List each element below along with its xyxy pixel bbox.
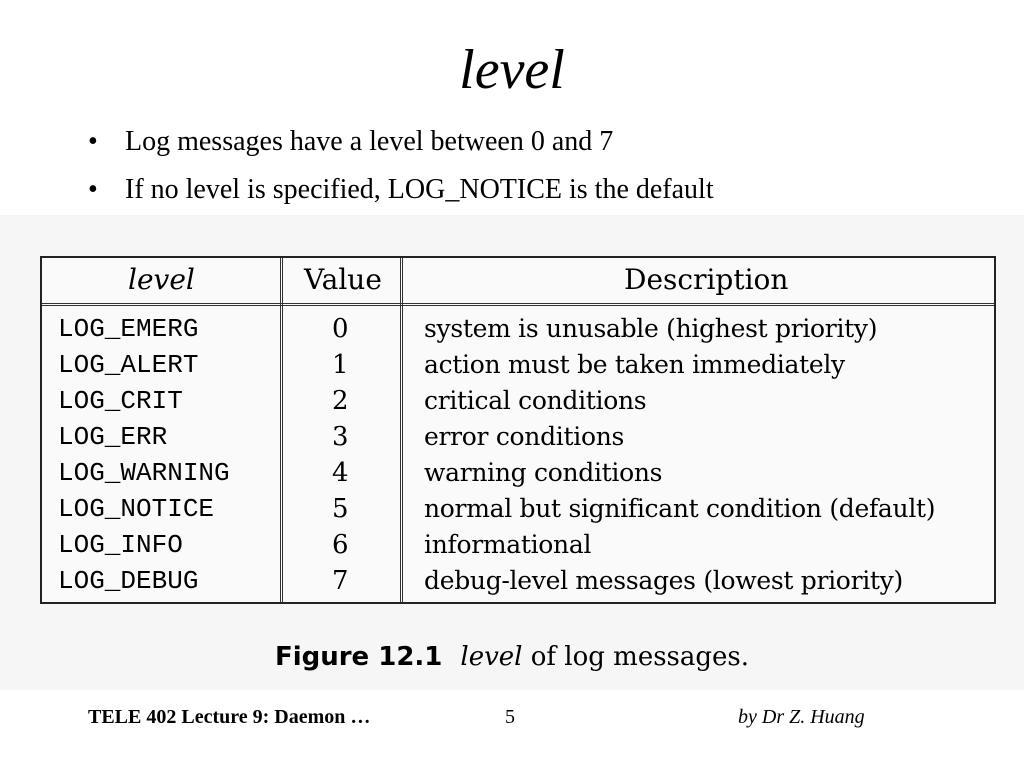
cell-level: LOG_INFO (58, 530, 183, 560)
log-level-table (40, 256, 996, 604)
bullet-list (88, 118, 714, 214)
cell-description: action must be taken immediately (424, 350, 845, 379)
cell-description: warning conditions (424, 458, 663, 487)
table-row (42, 455, 994, 491)
cell-value: 7 (332, 566, 349, 596)
figure-caption (0, 642, 1024, 672)
header-level: level (128, 263, 195, 296)
table-row (42, 347, 994, 383)
cell-value: 1 (332, 350, 349, 380)
caption-figure-number: Figure 12.1 (274, 642, 443, 672)
cell-description: debug-level messages (lowest priority) (424, 566, 903, 595)
cell-description: error conditions (424, 422, 625, 451)
footer-page-number: 5 (505, 706, 515, 728)
cell-value: 3 (332, 422, 349, 452)
header-divider (42, 303, 994, 306)
footer-author: by Dr Z. Huang (738, 706, 865, 728)
cell-level: LOG_WARNING (58, 458, 230, 488)
footer-course-title: TELE 402 Lecture 9: Daemon … (88, 706, 371, 728)
cell-level: LOG_ALERT (58, 350, 199, 380)
cell-description: normal but significant condition (default) (424, 494, 936, 523)
bullet-text: Log messages have a level between 0 and 7 (125, 126, 614, 157)
cell-level: LOG_NOTICE (58, 494, 215, 524)
cell-description: informational (424, 530, 592, 559)
cell-level: LOG_ERR (58, 422, 168, 452)
table-row (42, 383, 994, 419)
bullet-text: If no level is specified, LOG_NOTICE is the default (125, 174, 714, 205)
cell-value: 0 (332, 314, 349, 344)
header-value: Value (304, 263, 382, 296)
cell-description: system is unusable (highest priority) (424, 314, 878, 343)
header-description: Description (624, 263, 789, 296)
cell-value: 5 (332, 494, 349, 524)
bullet-dot-icon: • (88, 174, 98, 205)
table-row (42, 563, 994, 599)
cell-value: 2 (332, 386, 349, 416)
bullet-dot-icon: • (88, 126, 98, 157)
table-row (42, 527, 994, 563)
cell-value: 6 (332, 530, 349, 560)
caption-text: of log messages. (530, 642, 750, 672)
cell-level: LOG_CRIT (58, 386, 183, 416)
slide-title: level (459, 39, 565, 101)
cell-description: critical conditions (424, 386, 647, 415)
cell-level: LOG_EMERG (58, 314, 199, 344)
table-row (42, 419, 994, 455)
bullet-item (88, 118, 714, 166)
table-row (42, 491, 994, 527)
caption-level-word: level (460, 642, 523, 672)
cell-value: 4 (332, 458, 349, 488)
cell-level: LOG_DEBUG (58, 566, 199, 596)
bullet-item (88, 166, 714, 214)
table-row (42, 311, 994, 347)
